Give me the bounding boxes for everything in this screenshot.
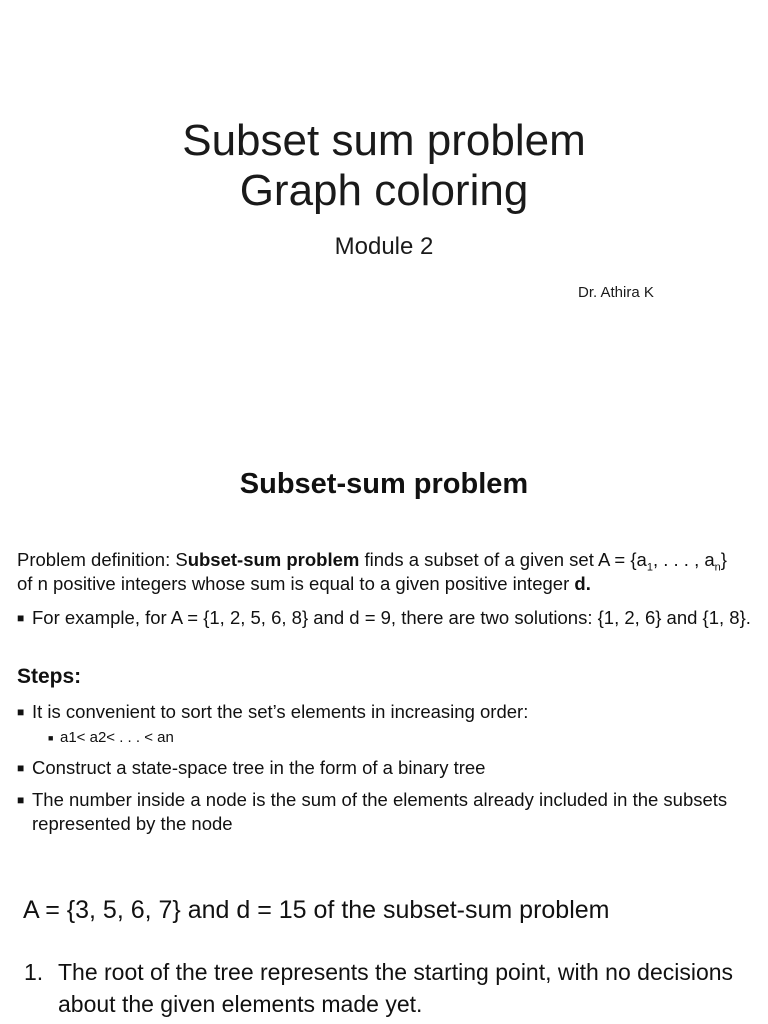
bullet-icon: ■ [17,611,25,625]
item-text: The root of the tree represents the starting point, with no decisions about the given elements made yet. [58,959,734,1017]
example-heading: A = {3, 5, 6, 7} and d = 15 of the subset-sum problem [23,896,610,924]
step-text: The number inside a node is the sum of the elements already included in the subsets represented by the node [32,789,728,834]
title-slide [0,0,768,420]
step-bullet-node [17,788,752,836]
example-bullet [17,606,752,630]
def-period: . [585,573,591,594]
sub-bullet-order [48,728,174,748]
slide-title-line1: Subset sum problem [182,116,586,165]
example-slide [0,870,768,1024]
item-number: 1. [24,959,44,985]
numbered-item [24,956,768,1020]
def-term: ubset-sum problem [187,549,360,570]
bullet-icon: ■ [17,761,25,775]
def-subscript-1: 1 [646,561,653,574]
def-subscript-n: n [714,561,721,574]
step-text: Construct a state-space tree in the form of a binary tree [32,757,486,778]
bullet-icon: ■ [17,705,25,719]
def-target-d: d [574,573,586,594]
bullet-icon: ■ [17,793,25,807]
problem-definition [17,548,747,596]
slide-heading: Subset-sum problem [239,468,529,500]
steps-label: Steps: [17,665,82,688]
step-bullet-tree [17,756,752,780]
def-lead: Problem definition: S [17,549,188,570]
bullet-icon: ■ [48,733,54,743]
sub-bullet-text: a1< a2< . . . < an [60,729,174,746]
step-text: It is convenient to sort the set’s elements in increasing order: [32,701,529,722]
def-text-3: } of n positive integers whose sum is equal to a given positive integer [17,549,727,594]
slide-subtitle: Module 2 [334,233,434,260]
step-bullet-sort [17,700,752,724]
def-text-2: , . . . , a [652,549,715,570]
example-text: For example, for A = {1, 2, 5, 6, 8} and d = 9, there are two solutions: {1, 2, 6} and {1, 8}. [32,607,751,628]
def-text-1: finds a subset of a given set A = {a [359,549,647,570]
subset-sum-slide [0,430,768,860]
author-name: Dr. Athira K [578,284,654,301]
slide-title-line2: Graph coloring [239,166,529,215]
